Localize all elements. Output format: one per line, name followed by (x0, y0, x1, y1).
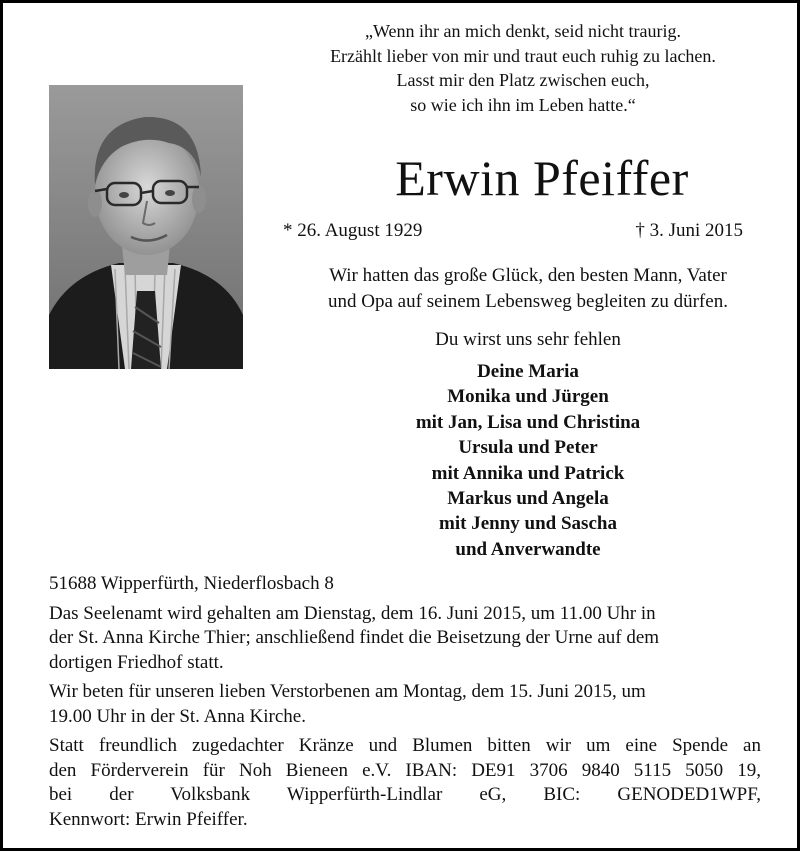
family-line: Deine Maria (477, 361, 579, 382)
family-line: und Anverwandte (455, 538, 601, 560)
family-mourners (263, 359, 793, 562)
requiem-line: dortigen Friedhof statt. (49, 651, 224, 673)
intro-text (263, 263, 793, 315)
deceased-name: Erwin Pfeiffer (395, 150, 689, 206)
family-line: mit Jan, Lisa und Christina (415, 411, 641, 433)
miss-you-line: Du wirst uns sehr fehlen (435, 329, 621, 350)
donation-line: den Förderverein für Noh Bieneen e.V. IBAN: DE91 3706 9840 5115 5050 19, (49, 759, 761, 781)
donation-paragraph (49, 734, 761, 832)
donation-line: Kennwort: Erwin Pfeiffer. (49, 808, 248, 830)
memorial-quote (253, 19, 793, 117)
announcement-body (49, 572, 761, 837)
portrait-photo-icon (49, 85, 243, 369)
family-line: Ursula und Peter (458, 437, 598, 459)
quote-line: Lasst mir den Platz zwischen euch, (396, 70, 650, 90)
prayer-paragraph (49, 680, 761, 729)
requiem-line: Das Seelenamt wird gehalten am Dienstag, dem 16. Juni 2015, um 11.00 Uhr in (49, 602, 656, 624)
intro-line: und Opa auf seinem Lebensweg begleiten zu dürfen. (328, 291, 728, 312)
family-line: mit Jenny und Sascha (439, 513, 617, 535)
family-line: mit Annika und Patrick (431, 462, 625, 484)
birth-date: * 26. August 1929 (283, 220, 423, 241)
requiem-paragraph (49, 602, 761, 676)
death-date: † 3. Juni 2015 (635, 220, 743, 241)
family-line: Monika und Jürgen (447, 386, 609, 408)
quote-line: Erzählt lieber von mir und traut euch ruhig zu lachen. (330, 45, 716, 66)
donation-line: bei der Volksbank Wipperfürth-Lindlar eG, BIC: GENODED1WPF, (49, 784, 761, 805)
prayer-line: Wir beten für unseren lieben Verstorbenen am Montag, dem 15. Juni 2015, um (49, 681, 646, 702)
intro-line: Wir hatten das große Glück, den besten Mann, Vater (329, 265, 727, 286)
requiem-line: der St. Anna Kirche Thier; anschließend findet die Beisetzung der Urne auf dem (49, 627, 660, 648)
mourning-address: 51688 Wipperfürth, Niederflosbach 8 (49, 573, 334, 594)
prayer-line: 19.00 Uhr in der St. Anna Kirche. (49, 705, 306, 727)
quote-line: so wie ich ihn im Leben hatte.“ (410, 94, 636, 115)
quote-line: „Wenn ihr an mich denkt, seid nicht traurig. (365, 21, 681, 41)
family-line: Markus und Angela (447, 488, 609, 510)
portrait-illustration (49, 85, 243, 369)
donation-line: Statt freundlich zugedachter Kränze und Blumen bitten wir um eine Spende an (49, 735, 761, 756)
